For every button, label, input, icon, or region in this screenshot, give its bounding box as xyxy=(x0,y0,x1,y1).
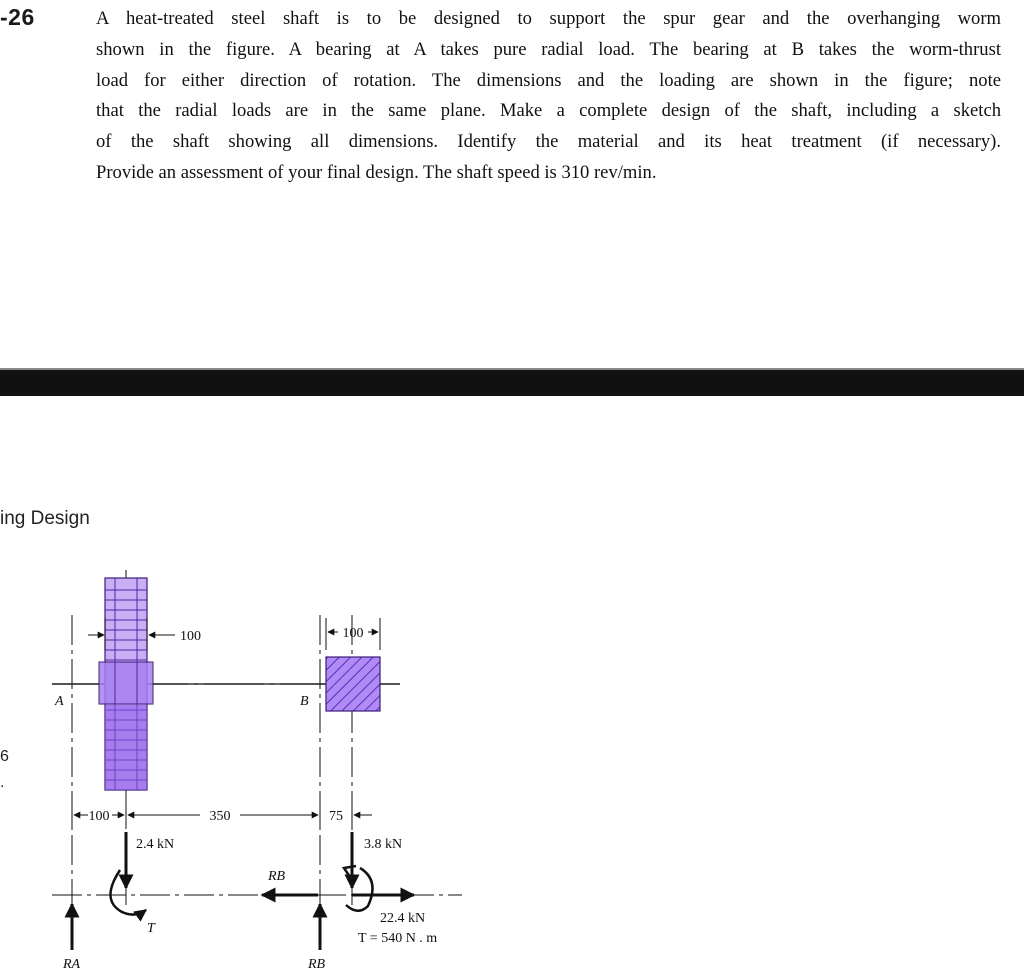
spur-gear xyxy=(99,578,153,790)
gear-torque-arrow xyxy=(110,870,146,915)
gear-force-label: 2.4 kN xyxy=(136,837,175,852)
problem-line-5: of the shaft showing all dimensions. Identify the material and its heat treatment (if necessary). xyxy=(96,131,1001,153)
reaction-B-axial-label: RB xyxy=(268,869,286,884)
dim-B-to-worm: 75 xyxy=(329,809,343,824)
worm-torque-label: T = 540 N . m xyxy=(358,931,438,946)
dim-gear-width: 100 xyxy=(180,629,201,644)
dim-gear-to-B: 350 xyxy=(209,809,231,824)
margin-mark-2: . xyxy=(0,774,5,791)
problem-line-4: that the radial loads are in the same plane. Make a complete design of the shaft, including a sketch xyxy=(96,100,1001,122)
gear-torque-label: T xyxy=(147,921,155,936)
problem-line-3: load for either direction of rotation. The dimensions and the loading are shown in the figure; note xyxy=(96,69,1001,91)
problem-line-2: shown in the figure. A bearing at A takes pure radial load. The bearing at B takes the worm-thrust xyxy=(96,38,1001,60)
reaction-B-vertical-label: RB xyxy=(308,957,326,972)
label-bearing-B: B xyxy=(300,694,309,709)
reaction-A-label: RA xyxy=(63,957,81,972)
problem-number: -26 xyxy=(0,4,35,30)
dim-A-to-gear: 100 xyxy=(88,809,110,824)
worm xyxy=(326,657,380,711)
chapter-heading-fragment: ing Design xyxy=(0,508,90,529)
problem-line-1: A heat-treated steel shaft is to be designed to support the spur gear and the overhanging worm xyxy=(96,8,1001,29)
worm-radial-force-label: 3.8 kN xyxy=(364,837,403,852)
margin-mark-1: 6 xyxy=(0,748,9,765)
worm-axial-force-label: 22.4 kN xyxy=(380,911,426,926)
problem-line-6: Provide an assessment of your final design. The shaft speed is 310 rev/min. xyxy=(96,161,657,183)
label-bearing-A: A xyxy=(55,694,64,709)
dim-worm-width: 100 xyxy=(342,626,364,641)
worm-torque-curl xyxy=(346,868,373,911)
